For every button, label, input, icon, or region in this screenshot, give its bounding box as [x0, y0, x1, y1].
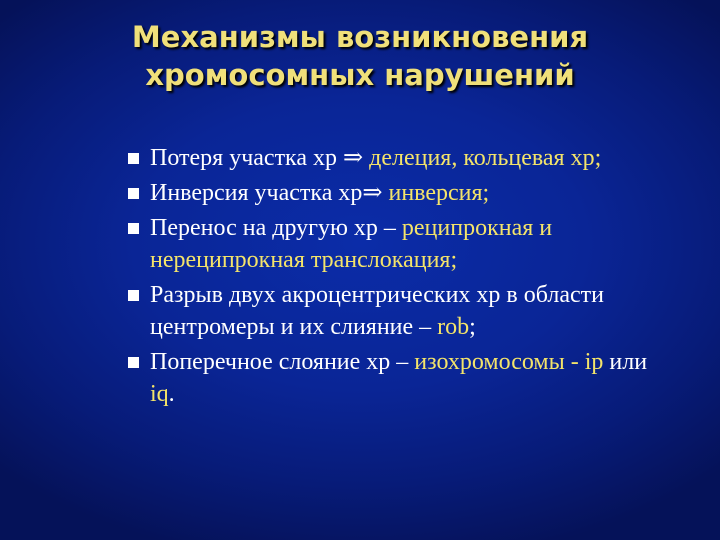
square-bullet-icon — [128, 153, 139, 164]
implies-arrow-icon: ⇒ — [343, 145, 364, 171]
slide-title — [0, 18, 720, 94]
bullet-item-inversion — [128, 177, 658, 209]
implies-arrow-icon: ⇒ — [362, 180, 383, 206]
bullet-tail: ; — [469, 314, 476, 340]
bullet-text: Разрыв двух акроцентрических хр в области центромеры и их слияние – — [150, 282, 604, 340]
bullet-highlight: реципрокная и нереципрокная транслокация; — [150, 215, 553, 273]
bullet-highlight: rob — [437, 314, 470, 340]
square-bullet-icon — [128, 290, 139, 301]
square-bullet-icon — [128, 357, 139, 368]
slide-title-line-2: хромосомных нарушений — [145, 58, 575, 92]
bullet-highlight-2: iq — [150, 381, 169, 407]
bullet-list — [128, 142, 658, 413]
slide-title-line-1: Механизмы возникновения — [131, 20, 589, 54]
bullet-text: Потеря участка хр — [150, 145, 344, 171]
bullet-text: Инверсия участка хр — [150, 180, 363, 206]
bullet-tail: или — [603, 349, 648, 375]
bullet-tail-2: . — [168, 381, 175, 407]
bullet-highlight: делеция, кольцевая хр; — [363, 145, 602, 171]
bullet-highlight: изохромосомы - ip — [414, 349, 604, 375]
bullet-item-translocation — [128, 212, 658, 276]
bullet-item-isochromosome — [128, 346, 658, 410]
bullet-item-deletion — [128, 142, 658, 174]
square-bullet-icon — [128, 188, 139, 199]
bullet-text: Перенос на другую хр – — [150, 215, 402, 241]
bullet-highlight: инверсия; — [382, 180, 490, 206]
bullet-item-robertsonian — [128, 279, 658, 343]
bullet-text: Поперечное слояние хр – — [150, 349, 415, 375]
square-bullet-icon — [128, 223, 139, 234]
